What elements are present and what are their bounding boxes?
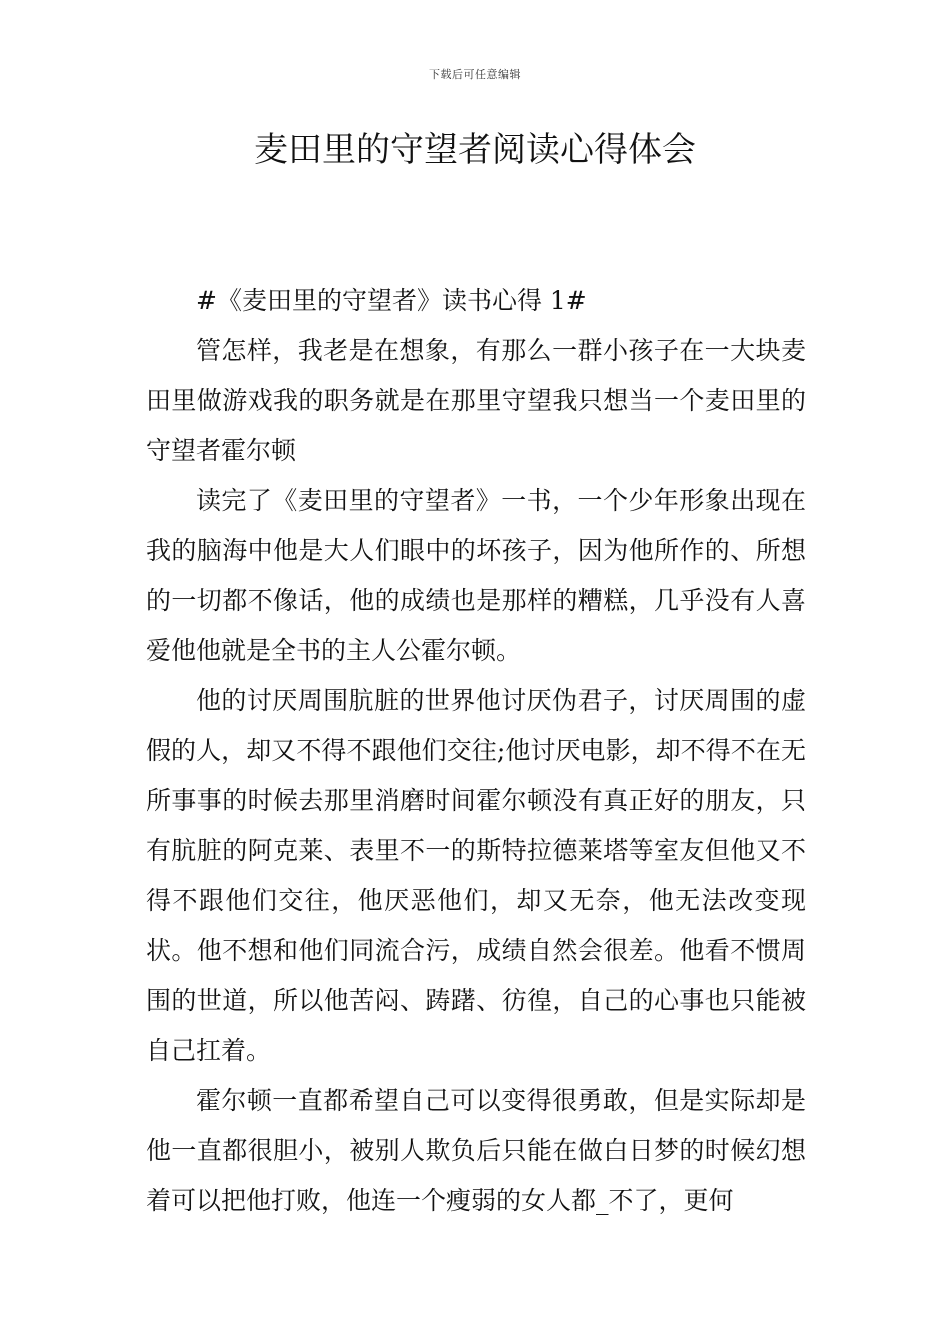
paragraph-1: 管怎样，我老是在想象，有那么一群小孩子在一大块麦田里做游戏我的职务就是在那里守望我只想当一个麦田里的守望者霍尔顿 xyxy=(146,336,806,465)
document-body xyxy=(146,276,806,1226)
header-note: 下载后可任意编辑 xyxy=(429,68,521,81)
paragraph-4: 霍尔顿一直都希望自己可以变得很勇敢，但是实际却是他一直都很胆小，被别人欺负后只能在做白日梦的时候幻想着可以把他打败，他连一个瘦弱的女人都_不了，更何 xyxy=(146,1086,806,1215)
section-subheading: #《麦田里的守望者》读书心得 1# xyxy=(196,286,587,315)
paragraph-3: 他的讨厌周围肮脏的世界他讨厌伪君子，讨厌周围的虚假的人，却又不得不跟他们交往;他讨厌电影，却不得不在无所事事的时候去那里消磨时间霍尔顿没有真正好的朋友，只有肮脏的阿克莱、表里不一的斯特拉德莱塔等室友但他又不得不跟他们交往，他厌恶他们，却又无奈，他无法改变现状。他不想和他们同流合污，成绩自然会很差。他看不惯周围的世道，所以他苦闷、踌躇、彷徨，自己的心事也只能被自己扛着。 xyxy=(146,686,806,1065)
document-title: 麦田里的守望者阅读心得体会 xyxy=(254,130,696,170)
paragraph-2: 读完了《麦田里的守望者》一书，一个少年形象出现在我的脑海中他是大人们眼中的坏孩子，因为他所作的、所想的一切都不像话，他的成绩也是那样的糟糕，几乎没有人喜爱他他就是全书的主人公霍尔顿。 xyxy=(146,486,806,665)
